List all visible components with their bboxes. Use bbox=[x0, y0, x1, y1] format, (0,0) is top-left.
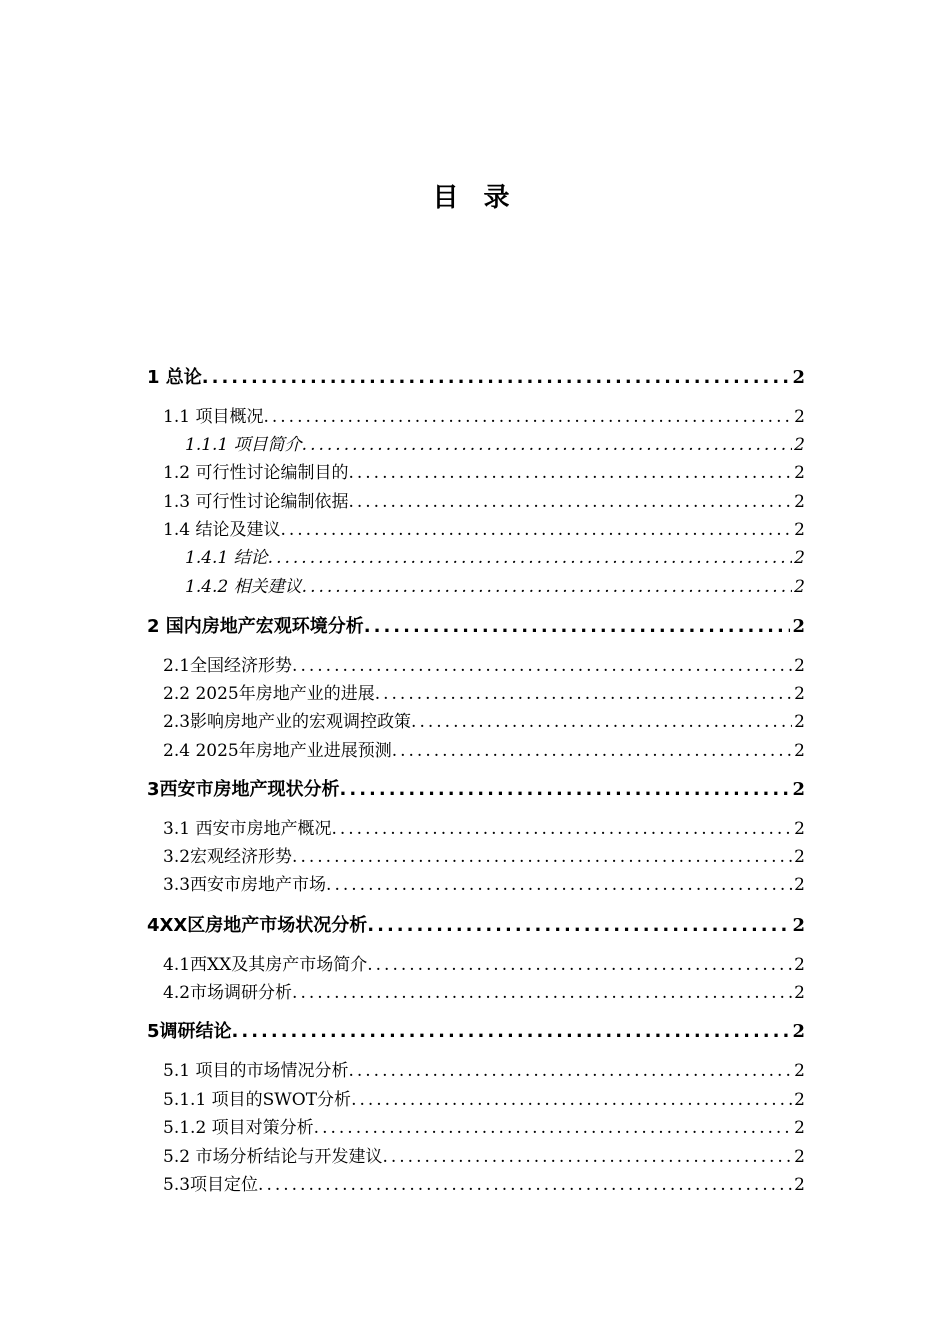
toc-entry-label: 1.4.2 相关建议 bbox=[185, 577, 302, 597]
toc-entry-label: 2 国内房地产宏观环境分析 bbox=[147, 616, 364, 637]
toc-entry-5-1-2[interactable] bbox=[163, 1114, 805, 1142]
dot-leader bbox=[367, 951, 792, 979]
toc-entry-label: 4.2市场调研分析 bbox=[163, 983, 293, 1003]
toc-entry-5-3[interactable] bbox=[163, 1171, 805, 1199]
toc-entry-label: 4.1西XX及其房产市场简介 bbox=[163, 955, 368, 975]
toc-page-number: 2 bbox=[794, 875, 805, 895]
dot-leader bbox=[263, 403, 792, 431]
toc-page-number: 2 bbox=[792, 1021, 805, 1042]
toc-entry-label: 5.3项目定位 bbox=[163, 1175, 259, 1195]
toc-page-number: 2 bbox=[794, 741, 805, 761]
dot-leader bbox=[292, 843, 792, 871]
toc-page-number: 2 bbox=[794, 684, 805, 704]
toc-page-number: 2 bbox=[792, 915, 805, 936]
page-title: 目 录 bbox=[432, 183, 518, 213]
toc-page-number: 2 bbox=[794, 1061, 805, 1081]
toc-entry-label: 2.3影响房地产业的宏观调控政策 bbox=[163, 712, 412, 732]
toc-page-number: 2 bbox=[794, 492, 805, 512]
toc-entry-2-4[interactable] bbox=[163, 737, 805, 765]
dot-leader bbox=[258, 1171, 792, 1199]
toc-page-number: 2 bbox=[794, 847, 805, 867]
dot-leader bbox=[331, 815, 792, 843]
toc-entry-label: 1.2 可行性讨论编制目的 bbox=[163, 463, 349, 483]
toc-entry-3-1[interactable] bbox=[163, 815, 805, 843]
toc-page-number: 2 bbox=[792, 367, 805, 388]
toc-entry-1-4-2[interactable] bbox=[185, 573, 805, 601]
toc-entry-2[interactable] bbox=[147, 613, 805, 641]
toc-page-number: 2 bbox=[794, 983, 805, 1003]
toc-entry-label: 1.3 可行性讨论编制依据 bbox=[163, 492, 349, 512]
dot-leader bbox=[411, 708, 792, 736]
toc-page-number: 2 bbox=[794, 1090, 805, 1110]
dot-leader bbox=[348, 1057, 792, 1085]
toc-entry-label: 5.1.2 项目对策分析 bbox=[163, 1118, 314, 1138]
dot-leader bbox=[375, 680, 792, 708]
toc-entry-label: 5.2 市场分析结论与开发建议 bbox=[163, 1147, 383, 1167]
toc-page-number: 2 bbox=[794, 520, 805, 540]
toc-entry-5[interactable] bbox=[147, 1018, 805, 1046]
dot-leader bbox=[302, 431, 793, 459]
toc-entry-label: 5.1.1 项目的SWOT分析 bbox=[163, 1090, 352, 1110]
toc-page-number: 2 bbox=[794, 407, 805, 427]
toc-page-number: 2 bbox=[794, 656, 805, 676]
toc-entry-4[interactable] bbox=[147, 912, 805, 940]
toc-entry-1-2[interactable] bbox=[163, 459, 805, 487]
toc-entry-label: 3.3西安市房地产市场 bbox=[163, 875, 327, 895]
toc-entry-4-1[interactable] bbox=[163, 951, 805, 979]
toc-page-number: 2 bbox=[794, 819, 805, 839]
toc-entry-label: 3西安市房地产现状分析 bbox=[147, 779, 340, 800]
toc-entry-2-2[interactable] bbox=[163, 680, 805, 708]
toc-entry-label: 1 总论 bbox=[147, 367, 202, 388]
toc-entry-label: 4XX区房地产市场状况分析 bbox=[147, 915, 368, 936]
toc-entry-1-4-1[interactable] bbox=[185, 544, 805, 572]
toc-entry-label: 3.2宏观经济形势 bbox=[163, 847, 293, 867]
toc-entry-label: 5调研结论 bbox=[147, 1021, 232, 1042]
dot-leader bbox=[202, 364, 791, 392]
dot-leader bbox=[364, 613, 791, 641]
dot-leader bbox=[392, 737, 792, 765]
toc-page-number: 2 bbox=[792, 616, 805, 637]
dot-leader bbox=[268, 544, 793, 572]
toc-entry-1-1[interactable] bbox=[163, 403, 805, 431]
dot-leader bbox=[232, 1018, 791, 1046]
toc-entry-label: 1.1.1 项目简介 bbox=[185, 435, 302, 455]
toc-entry-2-3[interactable] bbox=[163, 708, 805, 736]
toc-page-number: 2 bbox=[794, 955, 805, 975]
dot-leader bbox=[382, 1143, 792, 1171]
toc-page-number: 2 bbox=[794, 548, 805, 568]
dot-leader bbox=[326, 871, 792, 899]
toc-page-number: 2 bbox=[794, 1147, 805, 1167]
dot-leader bbox=[302, 573, 793, 601]
toc-entry-5-2[interactable] bbox=[163, 1143, 805, 1171]
toc-entry-2-1[interactable] bbox=[163, 652, 805, 680]
toc-entry-1-1-1[interactable] bbox=[185, 431, 805, 459]
toc-entry-5-1[interactable] bbox=[163, 1057, 805, 1085]
dot-leader bbox=[280, 516, 792, 544]
toc-page-number: 2 bbox=[794, 463, 805, 483]
toc-entry-label: 2.2 2025年房地产业的进展 bbox=[163, 684, 375, 704]
toc-page-number: 2 bbox=[792, 779, 805, 800]
toc-page-number: 2 bbox=[794, 1175, 805, 1195]
toc-entry-label: 2.1全国经济形势 bbox=[163, 656, 293, 676]
toc-entry-label: 3.1 西安市房地产概况 bbox=[163, 819, 332, 839]
toc-entry-1-3[interactable] bbox=[163, 488, 805, 516]
toc-entry-5-1-1[interactable] bbox=[163, 1086, 805, 1114]
toc-page-number: 2 bbox=[794, 577, 805, 597]
dot-leader bbox=[348, 488, 792, 516]
toc-page-number: 2 bbox=[794, 712, 805, 732]
toc-entry-3-2[interactable] bbox=[163, 843, 805, 871]
dot-leader bbox=[340, 776, 791, 804]
toc-entry-1[interactable] bbox=[147, 364, 805, 392]
dot-leader bbox=[351, 1086, 792, 1114]
dot-leader bbox=[314, 1114, 793, 1142]
dot-leader bbox=[348, 459, 792, 487]
toc-entry-label: 1.1 项目概况 bbox=[163, 407, 264, 427]
toc-entry-3-3[interactable] bbox=[163, 871, 805, 899]
toc-entry-1-4[interactable] bbox=[163, 516, 805, 544]
toc-entry-3[interactable] bbox=[147, 776, 805, 804]
toc-entry-label: 5.1 项目的市场情况分析 bbox=[163, 1061, 349, 1081]
toc-entry-label: 1.4.1 结论 bbox=[185, 548, 268, 568]
toc-entry-label: 2.4 2025年房地产业进展预测 bbox=[163, 741, 392, 761]
dot-leader bbox=[367, 912, 790, 940]
toc-entry-label: 1.4 结论及建议 bbox=[163, 520, 281, 540]
toc-page-number: 2 bbox=[794, 1118, 805, 1138]
dot-leader bbox=[292, 652, 792, 680]
toc-page-number: 2 bbox=[794, 435, 805, 455]
toc-entry-4-2[interactable] bbox=[163, 979, 805, 1007]
dot-leader bbox=[292, 979, 792, 1007]
